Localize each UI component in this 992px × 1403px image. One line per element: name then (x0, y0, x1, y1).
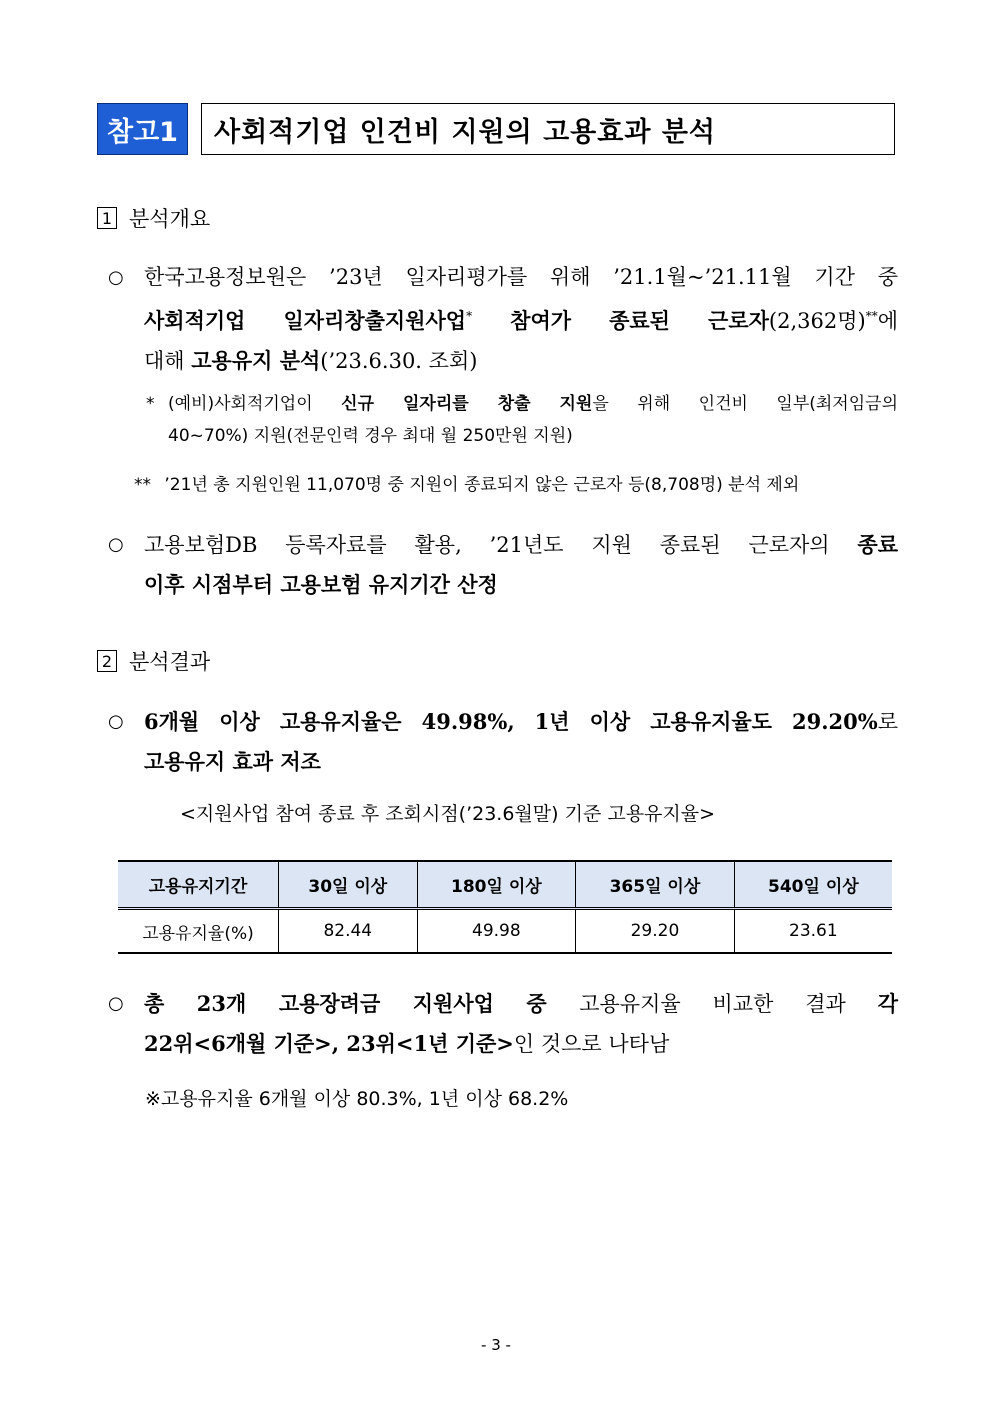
circle-bullet-icon: ○ (108, 267, 124, 288)
text: 을 위해 인건비 일부(최저임금의 (592, 394, 898, 414)
text: 인 것으로 나타남 (513, 1032, 670, 1056)
footnote-mark: * (146, 394, 155, 414)
circle-bullet-icon: ○ (108, 534, 124, 555)
footnote-mark: ** (865, 309, 878, 323)
bullet-paragraph (108, 258, 898, 381)
text: (예비)사회적기업이 (168, 394, 342, 414)
circle-bullet-icon: ○ (108, 711, 124, 732)
bold-text: 총 23개 고용장려금 지원사업 중 (144, 991, 580, 1016)
bold-text: 6개월 이상 고용유지율은 49.98%, 1년 이상 고용유지율도 29.20% (144, 709, 878, 734)
footnote-line (168, 388, 898, 420)
paragraph-body (144, 984, 898, 1064)
paragraph-body (144, 702, 898, 781)
text: 로 (877, 710, 898, 734)
text-line (144, 984, 898, 1024)
footnote-2 (134, 469, 898, 501)
bold-text: 신규 일자리를 창출 지원 (341, 394, 593, 414)
text: (’23.6.30. 조회) (320, 349, 478, 373)
circle-bullet-icon: ○ (108, 993, 124, 1014)
text: 고용유지율 비교한 결과 (579, 992, 878, 1016)
text-line (144, 702, 898, 742)
section-heading-1 (97, 203, 210, 233)
table-cell: 29.20 (576, 909, 735, 954)
table-caption: <지원사업 참여 종료 후 조회시점(’23.6월말) 기준 고용유지율> (180, 803, 716, 825)
table-header-cell: 고용유지기간 (118, 861, 279, 909)
bullet-paragraph (108, 984, 898, 1064)
paragraph-body (144, 525, 898, 604)
bullet-paragraph (108, 525, 898, 604)
text-line (144, 297, 898, 341)
section-number: 2 (97, 650, 117, 672)
text-line (144, 525, 898, 565)
page-number: - 3 - (481, 1336, 511, 1354)
table-cell: 23.61 (734, 909, 892, 954)
footnote-line: 40~70%) 지원(전문인력 경우 최대 월 250만원 지원) (168, 426, 573, 446)
section-number: 1 (97, 207, 117, 229)
text-line (144, 341, 898, 381)
text: (2,362명) (768, 309, 866, 333)
reference-badge: 참고1 (97, 103, 188, 155)
bullet-paragraph (108, 702, 898, 781)
text-line: 한국고용정보원은 ’23년 일자리평가를 위해 ’21.1월~’21.11월 기간 중 (144, 265, 898, 289)
paragraph-body (144, 258, 898, 381)
section-title: 분석개요 (129, 207, 211, 231)
table-header-cell: 30일 이상 (279, 861, 418, 909)
bold-text: 사회적기업 일자리창출지원사업 (144, 308, 467, 333)
report-title: 사회적기업 인건비 지원의 고용효과 분석 (201, 103, 895, 155)
bold-text: 고용유지 분석 (191, 348, 321, 373)
table-header-cell: 540일 이상 (734, 861, 892, 909)
table-cell: 49.98 (417, 909, 576, 954)
retention-table (118, 860, 892, 954)
text: 에 (877, 309, 898, 333)
table-header-cell: 180일 이상 (417, 861, 576, 909)
section-heading-2 (97, 646, 210, 676)
text: 고용보험DB 등록자료를 활용, ’21년도 지원 종료된 근로자의 (144, 533, 858, 557)
footnote-mark: ** (134, 475, 151, 495)
bold-text: 22위<6개월 기준>, 23위<1년 기준> (144, 1031, 514, 1056)
table-header-row (118, 861, 892, 909)
remark-note: ※고용유지율 6개월 이상 80.3%, 1년 이상 68.2% (145, 1088, 569, 1110)
footnote-text: ’21년 총 지원인원 11,070명 중 지원이 종료되지 않은 근로자 등(8,708명) 분석 제외 (164, 475, 800, 495)
section-title: 분석결과 (129, 650, 211, 674)
report-header (97, 103, 895, 155)
table-header-cell: 365일 이상 (576, 861, 735, 909)
bold-text: 종료 (857, 532, 898, 557)
footnote-mark: * (466, 309, 473, 323)
table-cell: 고용유지율(%) (118, 909, 279, 954)
text-line: 고용유지 효과 저조 (144, 749, 321, 774)
text-line (144, 1024, 898, 1064)
table-row (118, 909, 892, 954)
bold-text: 참여가 종료된 근로자 (472, 308, 769, 333)
text-line: 이후 시점부터 고용보험 유지기간 산정 (144, 572, 498, 597)
footnote-1 (146, 388, 898, 452)
table-cell: 82.44 (279, 909, 418, 954)
bold-text: 각 (877, 991, 898, 1016)
text: 대해 (144, 349, 192, 373)
